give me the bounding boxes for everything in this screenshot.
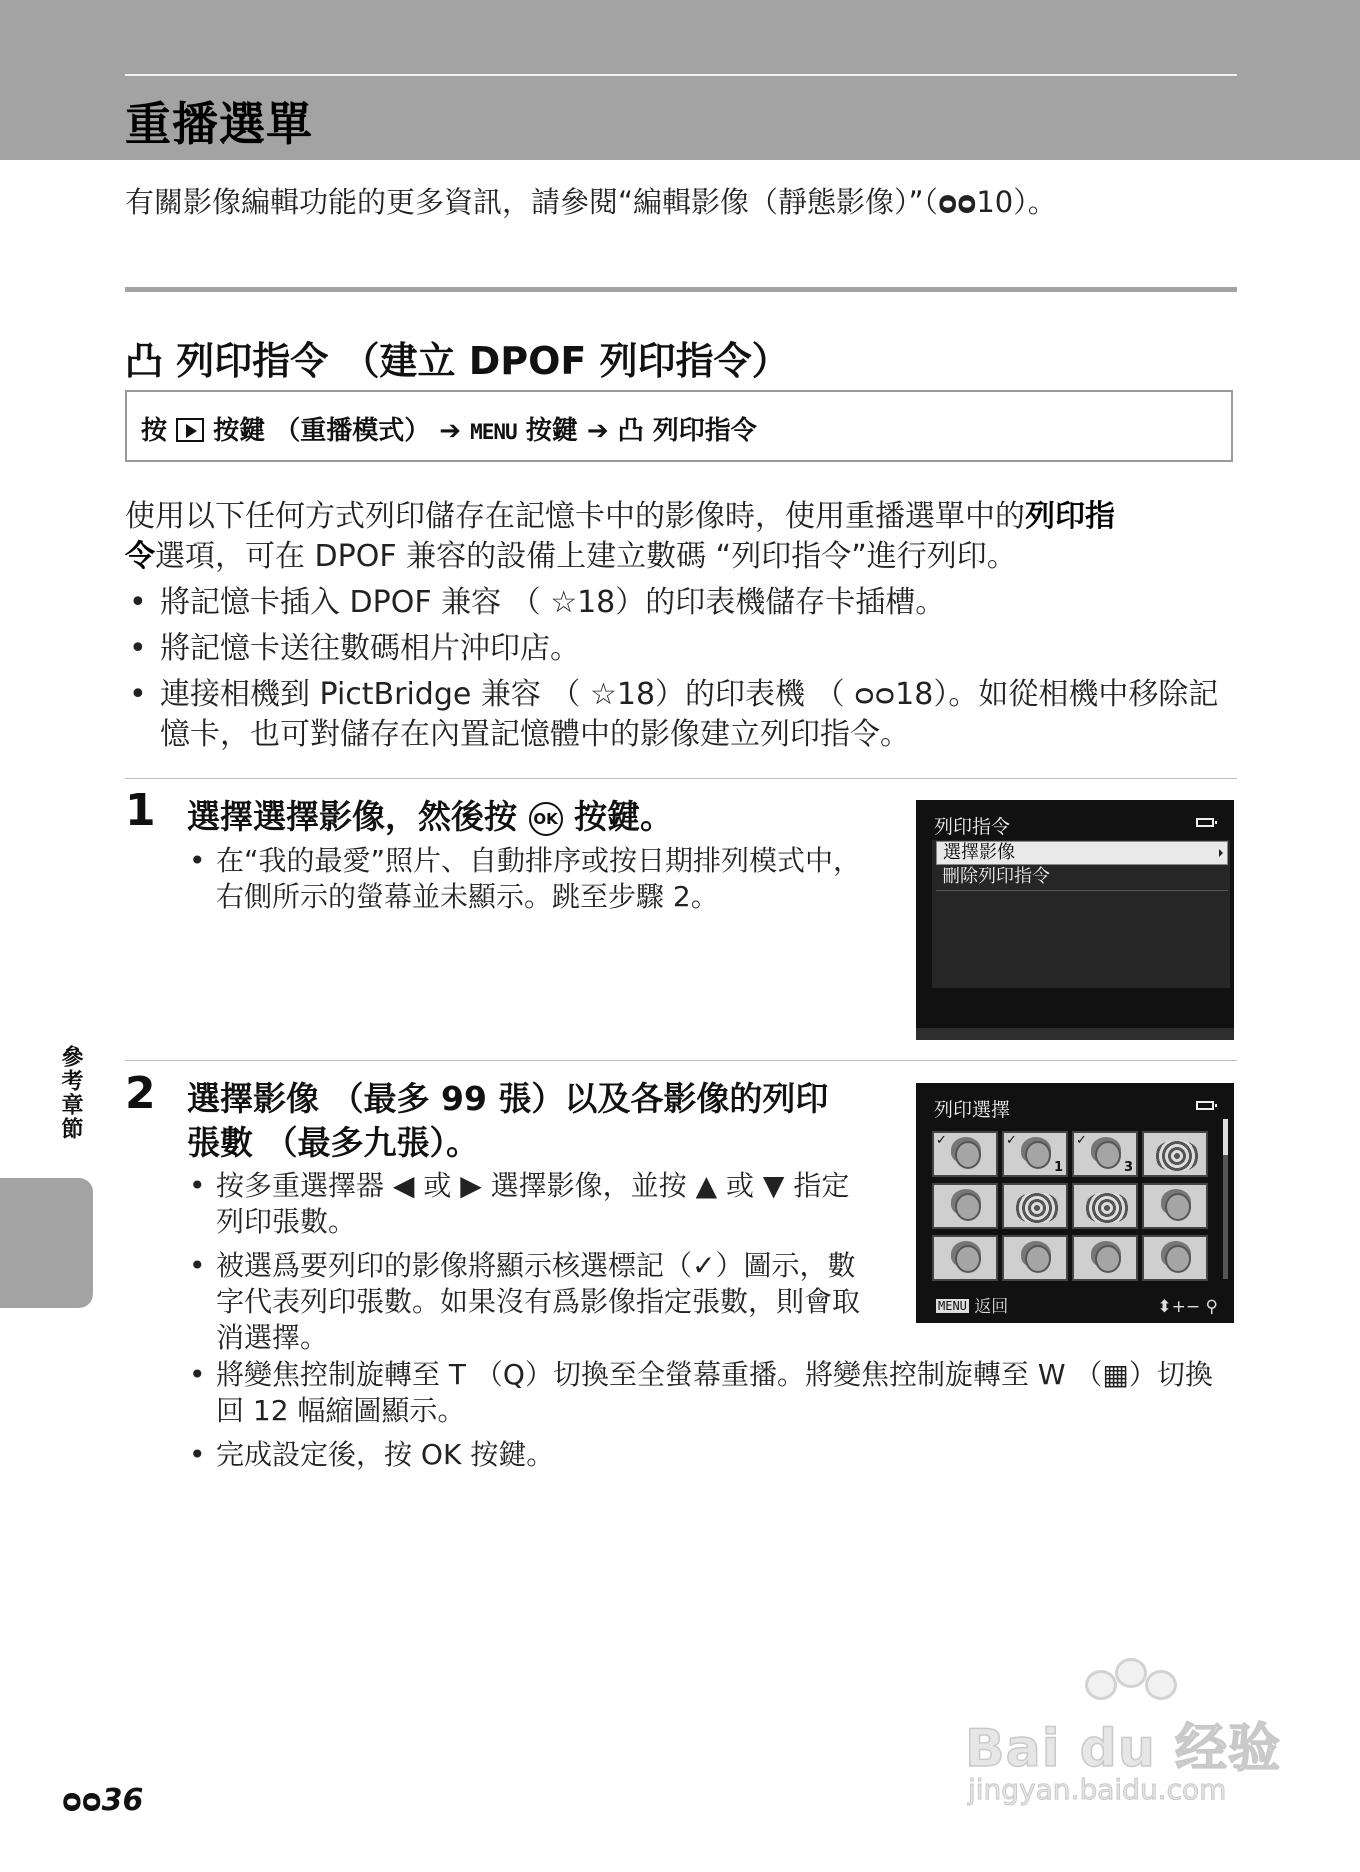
thumbnail-image[interactable]	[1072, 1131, 1138, 1177]
step2-head-line1: 選擇影像 （最多 99 張）以及各影像的列印	[187, 1079, 829, 1118]
checkmark-icon: ✓	[1076, 1133, 1087, 1148]
portrait-photo	[1095, 1141, 1121, 1169]
path-last: 列印指令	[652, 416, 757, 446]
thumbnail-image[interactable]	[1072, 1183, 1138, 1229]
thumbnail-image[interactable]	[1142, 1131, 1208, 1177]
portrait-photo	[1165, 1193, 1191, 1221]
reference-section-icon: ᴑᴑ	[62, 1783, 102, 1818]
section-title	[125, 330, 790, 385]
para-bold: 列印指	[1025, 499, 1115, 534]
portrait-photo	[955, 1193, 981, 1221]
camera-screen-print-selection	[916, 1083, 1234, 1323]
step2-notes	[187, 1168, 877, 1364]
list-item: • 將記憶卡送往數碼相片沖印店。	[125, 629, 1240, 669]
section-title-text: 列印指令 （建立 DPOF 列印指令）	[176, 339, 790, 383]
menu-button-icon: MENU	[938, 1299, 967, 1313]
print-count: 1	[1053, 1160, 1063, 1175]
menu-divider	[936, 890, 1228, 891]
step2-heading	[187, 1077, 887, 1165]
chevron-right-icon	[1219, 849, 1223, 857]
thumbnail-image[interactable]	[1002, 1131, 1068, 1177]
flower-photo	[1016, 1193, 1058, 1223]
print-methods-list	[125, 583, 1240, 761]
portrait-photo	[1025, 1141, 1051, 1169]
para-bold: 令	[125, 539, 155, 574]
list-item: • 在“我的最愛”照片、自動排序或按日期排列模式中，右側所示的螢幕並未顯示。跳至步驟 2。	[187, 843, 877, 915]
list-item: • 將變焦控制旋轉至 T （Q）切換至全螢幕重播。將變焦控制旋轉至 W （▦）切換回 12 幅縮圖顯示。	[187, 1357, 1237, 1429]
reference-section-icon: ᴑᴑ	[938, 185, 977, 219]
watermark-paw-icon	[1115, 1658, 1147, 1688]
watermark-url: jingyan.baidu.com	[968, 1773, 1227, 1806]
portrait-photo	[1165, 1245, 1191, 1273]
thumbnail-image[interactable]	[932, 1183, 998, 1229]
menu-item-delete-print-order[interactable]: 刪除列印指令	[942, 866, 1050, 887]
battery-icon	[1196, 818, 1214, 827]
flower-photo	[1086, 1193, 1128, 1223]
menu-button-label: MENU	[470, 420, 517, 444]
portrait-photo	[955, 1245, 981, 1273]
step1-notes	[187, 843, 877, 923]
step-divider	[125, 1060, 1237, 1061]
thumbnail-image[interactable]	[1142, 1183, 1208, 1229]
print-count: 3	[1123, 1160, 1133, 1175]
watermark-paw-icon	[1085, 1670, 1117, 1700]
thumbnail-image[interactable]	[1002, 1235, 1068, 1281]
list-item: • 按多重選擇器 ◀ 或 ▶ 選擇影像，並按 ▲ 或 ▼ 指定列印張數。	[187, 1168, 877, 1240]
step2-head-line2: 張數 （最多九張）。	[187, 1123, 479, 1162]
list-item: • 完成設定後，按 OK 按鍵。	[187, 1437, 1237, 1473]
menu-item-label: 選擇影像	[943, 842, 1015, 863]
thumbnail-image[interactable]	[932, 1131, 998, 1177]
path-press: 按	[141, 416, 168, 446]
thumbnail-image[interactable]	[1072, 1235, 1138, 1281]
path-play: 按鍵 （重播模式）	[213, 416, 431, 446]
section-divider	[125, 287, 1237, 292]
intro-ref: 10）。	[976, 185, 1057, 219]
arrow-icon: ➔	[586, 416, 609, 446]
print-order-icon: 凸	[125, 339, 164, 383]
checkmark-icon: ✓	[936, 1133, 947, 1148]
playback-button-icon	[176, 418, 204, 442]
screen-title: 列印指令	[934, 816, 1011, 838]
scrollbar-thumb[interactable]	[1223, 1119, 1228, 1155]
screen-footer-left	[936, 1292, 1008, 1317]
step2-notes-wide	[187, 1357, 1237, 1481]
list-item: • 連接相機到 PictBridge 兼容 （ ☆18）的印表機 （ ᴑᴑ18）。如從相機中移除記憶卡，也可對儲存在內置記憶體中的影像建立列印指令。	[125, 675, 1240, 755]
header-rule	[125, 74, 1237, 76]
list-item: • 將記憶卡插入 DPOF 兼容 （ ☆18）的印表機儲存卡插槽。	[125, 583, 1240, 623]
portrait-photo	[1095, 1245, 1121, 1273]
watermark-logo: Bai du 经验	[965, 1719, 1281, 1779]
arrow-icon: ➔	[439, 416, 462, 446]
step1-head-b: 選擇影像	[253, 797, 385, 836]
thumbnail-grid	[932, 1123, 1232, 1278]
step1-head-d: 按鍵。	[574, 797, 673, 836]
menu-path-box	[125, 390, 1233, 462]
back-label: 返回	[974, 1297, 1009, 1317]
camera-screen-print-order	[916, 800, 1234, 1040]
step-number: 2	[125, 1068, 156, 1119]
thumbnail-image[interactable]	[1142, 1235, 1208, 1281]
portrait-photo	[1025, 1245, 1051, 1273]
thumbnail-image[interactable]	[1002, 1183, 1068, 1229]
step-divider	[125, 778, 1237, 779]
list-item: • 被選爲要列印的影像將顯示核選標記（✓）圖示，數字代表列印張數。如果沒有爲影像指定張數，則會取消選擇。	[187, 1248, 877, 1356]
menu-path	[141, 410, 757, 447]
portrait-photo	[955, 1141, 981, 1169]
step1-head-a: 選擇	[187, 797, 253, 836]
chapter-label: 參考章節	[58, 1045, 83, 1141]
checkmark-icon: ✓	[1006, 1133, 1017, 1148]
screen-title: 列印選擇	[934, 1099, 1011, 1121]
para-text: 使用以下任何方式列印儲存在記憶卡中的影像時，使用重播選單中的	[125, 499, 1025, 534]
watermark-paw-icon	[1145, 1670, 1177, 1700]
step1-head-c: ，然後按	[385, 797, 517, 836]
menu-item-select-images[interactable]	[936, 841, 1228, 865]
thumbnail-image[interactable]	[932, 1235, 998, 1281]
page-number-value: 36	[101, 1783, 144, 1818]
intro-paragraph	[125, 497, 1240, 577]
battery-icon	[1196, 1101, 1214, 1110]
para-text: 選項，可在 DPOF 兼容的設備上建立數碼 “列印指令”進行列印。	[155, 539, 1017, 574]
flower-photo	[1156, 1141, 1198, 1171]
path-menu-after: 按鍵	[525, 416, 578, 446]
page-title: 重播選單	[125, 97, 313, 151]
intro-main: 有關影像編輯功能的更多資訊，請參閱“編輯影像（靜態影像）”（	[125, 185, 939, 219]
step1-heading	[187, 795, 673, 839]
step-number: 1	[125, 785, 156, 836]
menu-bottom-bar	[916, 1028, 1234, 1040]
chapter-tab	[0, 1178, 93, 1308]
screen-footer-right: ⬍+− ⚲	[1157, 1297, 1218, 1317]
ok-button-icon: OK	[529, 802, 563, 836]
intro-text	[125, 180, 1057, 221]
page-number	[62, 1783, 143, 1818]
print-order-icon: 凸	[617, 416, 644, 446]
